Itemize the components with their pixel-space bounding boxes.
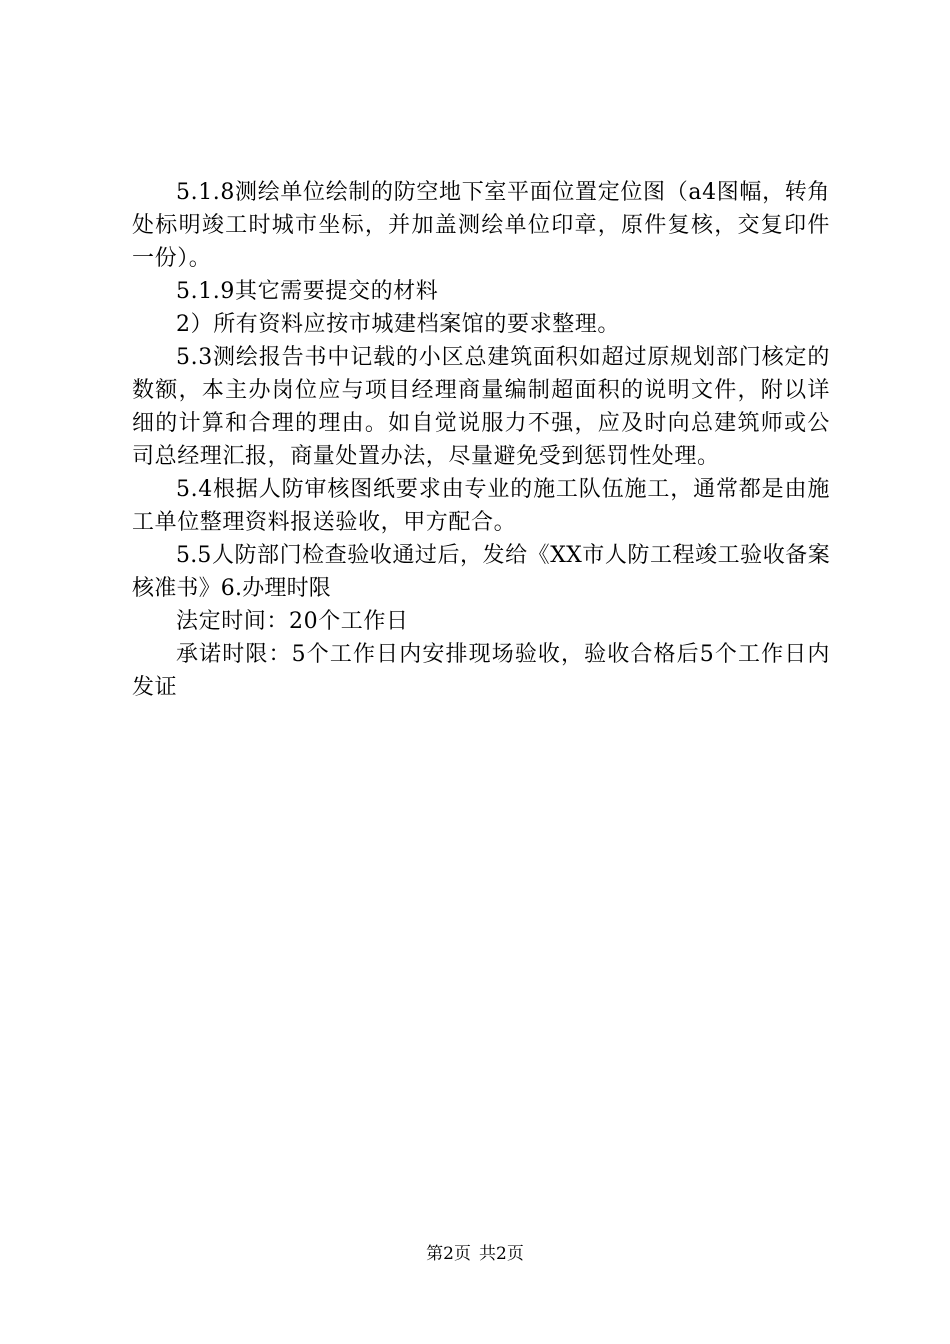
paragraph-5-1-8: 5.1.8测绘单位绘制的防空地下室平面位置定位图（a4图幅，转角处标明竣工时城市坐标，并加盖测绘单位印章，原件复核，交复印件一份）。 <box>132 180 830 271</box>
page-number: 第2页 <box>426 1244 471 1264</box>
paragraph-promised-time: 承诺时限：5个工作日内安排现场验收，验收合格后5个工作日内发证 <box>132 642 830 700</box>
paragraph-5-3: 5.3测绘报告书中记载的小区总建筑面积如超过原规划部门核定的数额，本主办岗位应与项目经理商量编制超面积的说明文件，附以详细的计算和合理的理由。如自觉说服力不强，应及时向总建筑师或公司总经理汇报，商量处置办法，尽量避免受到惩罚性处理。 <box>132 345 830 469</box>
page-footer <box>0 1243 950 1265</box>
paragraph-5-1-9: 5.1.9其它需要提交的材料 <box>176 279 439 304</box>
paragraph-legal-time: 法定时间：20个工作日 <box>176 609 409 634</box>
document-body <box>132 176 830 704</box>
paragraph-5-5: 5.5人防部门检查验收通过后，发给《XX市人防工程竣工验收备案核准书》6.办理时限 <box>132 543 830 601</box>
page-total: 共2页 <box>479 1244 524 1264</box>
paragraph-item-2: 2）所有资料应按市城建档案馆的要求整理。 <box>176 312 620 337</box>
paragraph-5-4: 5.4根据人防审核图纸要求由专业的施工队伍施工，通常都是由施工单位整理资料报送验收，甲方配合。 <box>132 477 830 535</box>
